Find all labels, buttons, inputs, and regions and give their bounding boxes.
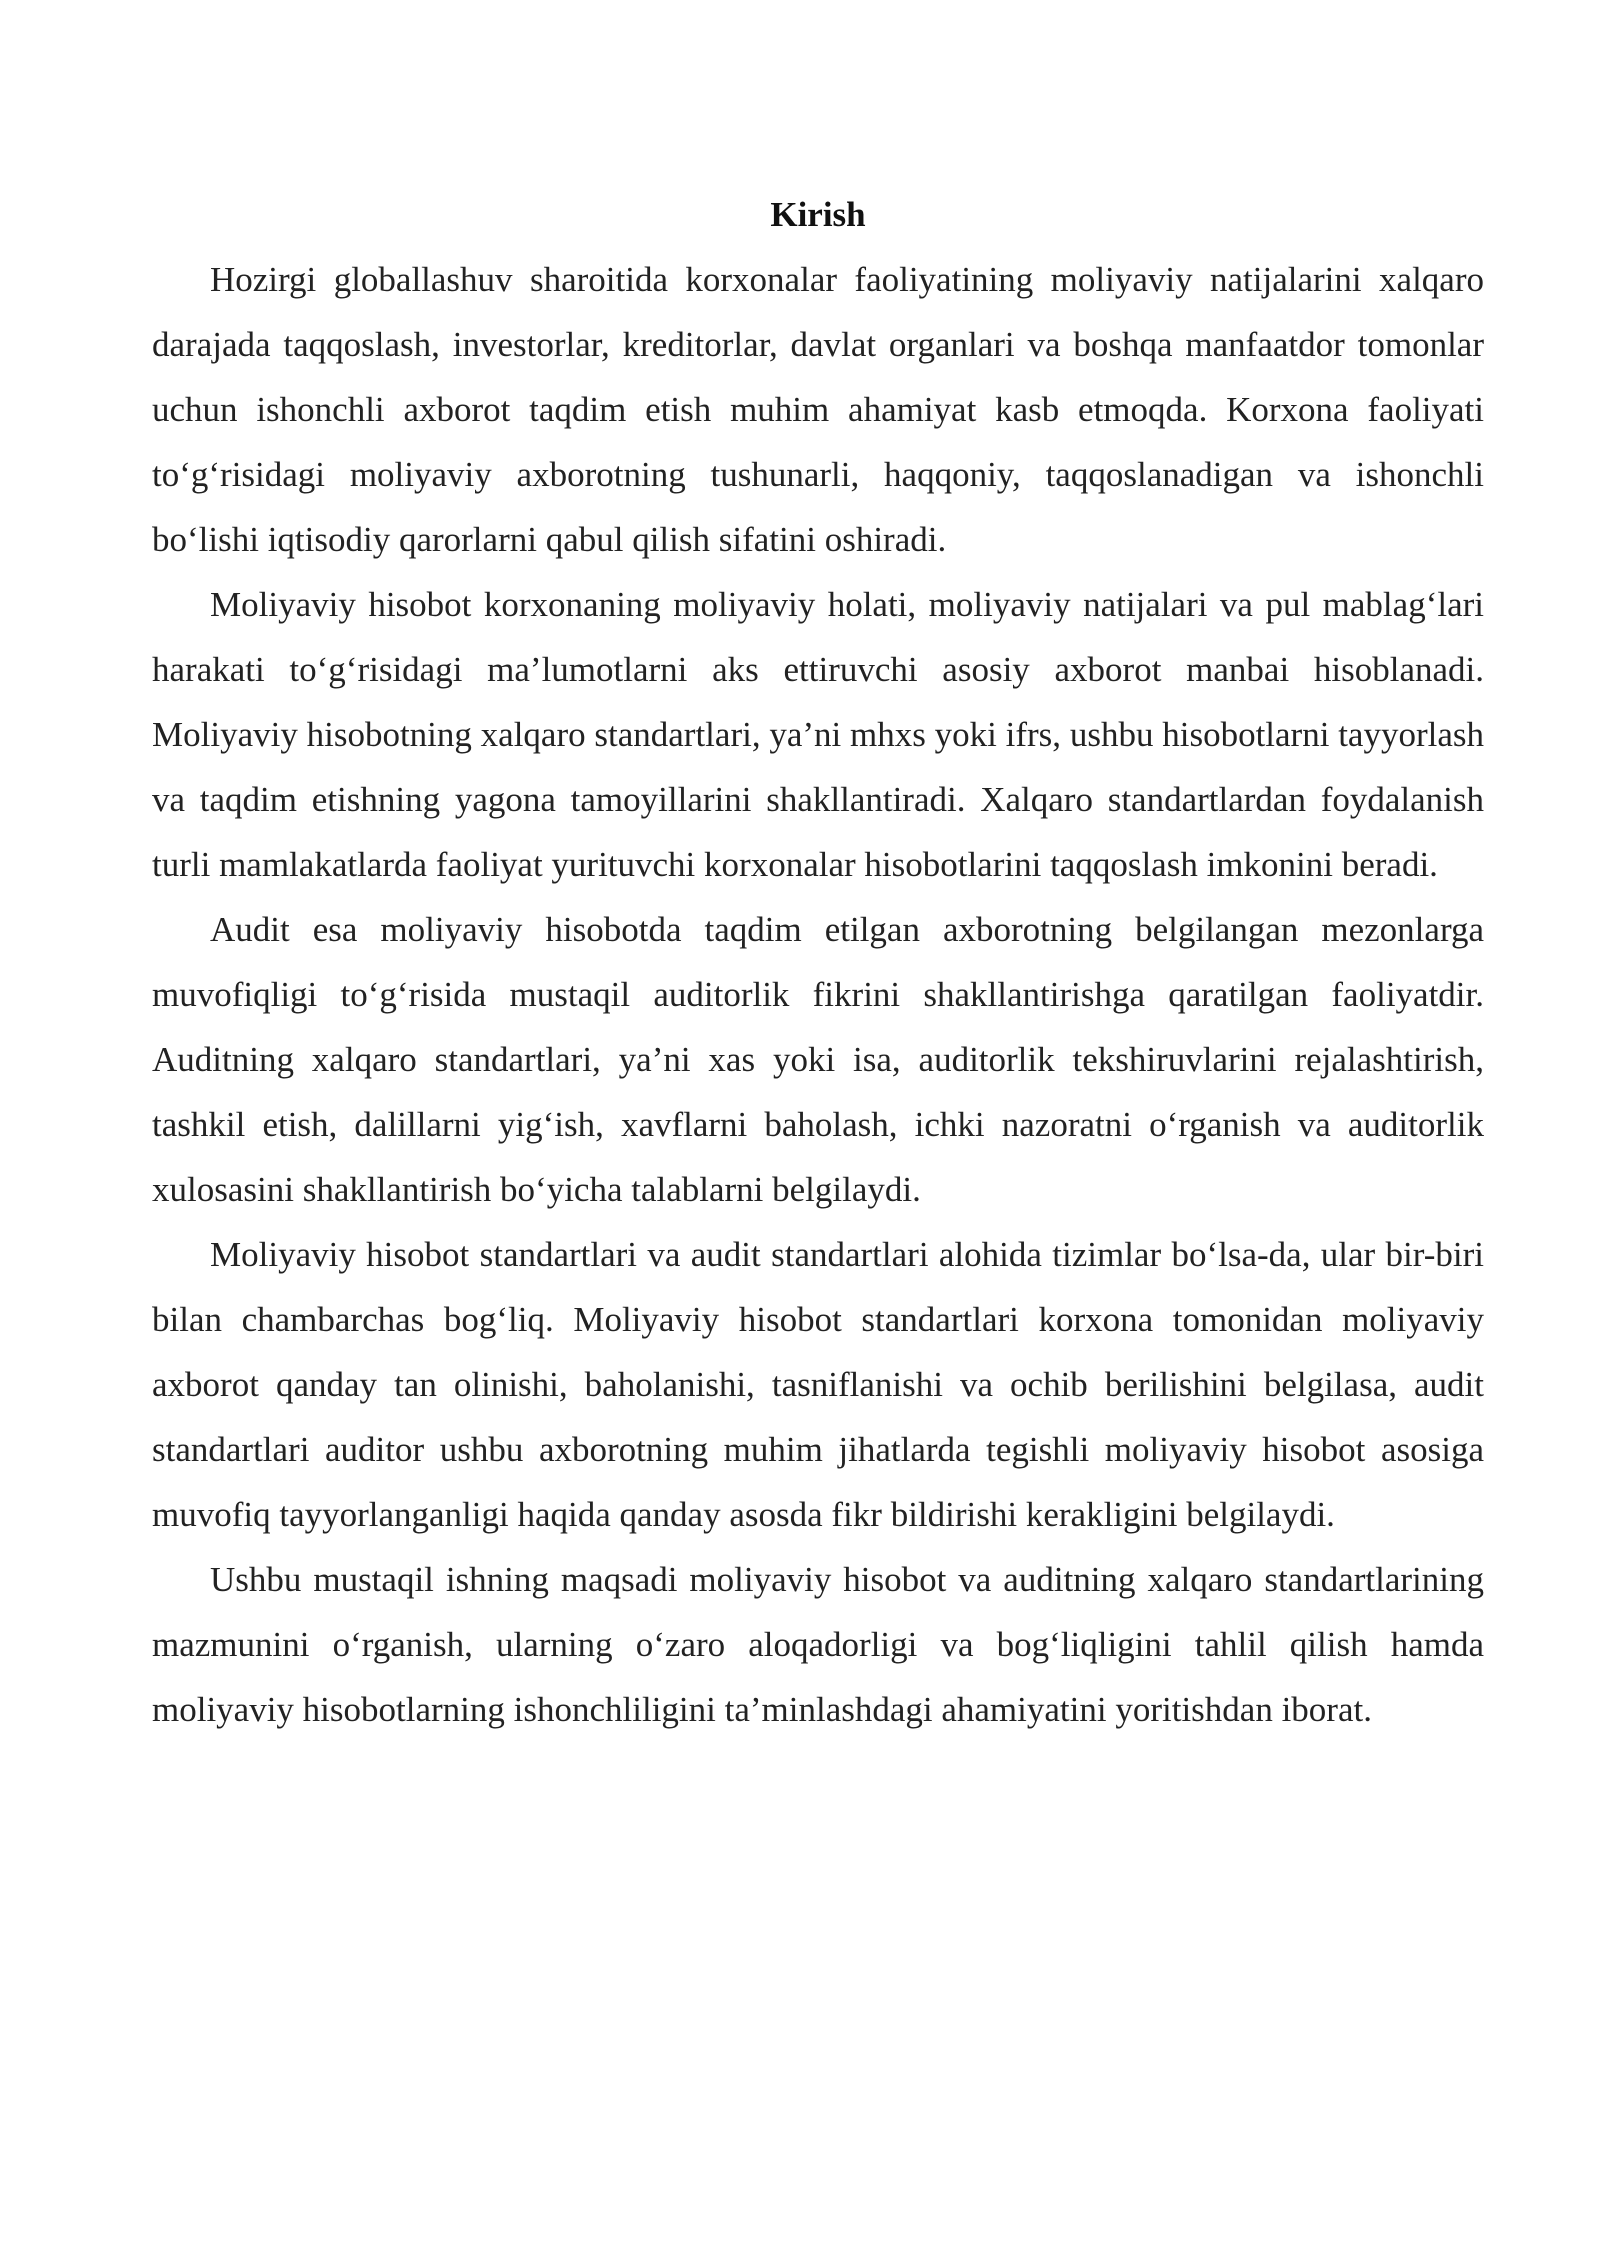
paragraph-2: Moliyaviy hisobot korxonaning moliyaviy holati, moliyaviy natijalari va pul mablag‘lari harakati to‘g‘risidagi ma’lumotlarni aks ettiruvchi asosiy axborot manbai hisoblanadi. Moliyaviy hisobotning xalqaro standartlari, ya’ni mhxs yoki ifrs, ushbu hisobotlarni tayyorlash va taqdim etishning yagona tamoyillarini shakllantiradi. Xalqaro standartlardan foydalanish turli mamlakatlarda faoliyat yurituvchi korxonalar hisobotlarini taqqoslash imkonini beradi. (152, 585, 1484, 884)
page-title: Kirish (770, 195, 866, 234)
paragraph-4: Moliyaviy hisobot standartlari va audit standartlari alohida tizimlar bo‘lsa-da, ular bir-biri bilan chambarchas bog‘liq. Moliyaviy hisobot standartlari korxona tomonidan moliyaviy axborot qanday tan olinishi, baholanishi, tasniflanishi va ochib berilishini belgilasa, audit standartlari auditor ushbu axborotning muhim jihatlarda tegishli moliyaviy hisobot asosiga muvofiq tayyorlanganligi haqida qanday asosda fikr bildirishi kerakligini belgilaydi. (152, 1235, 1484, 1534)
paragraph-1: Hozirgi globallashuv sharoitida korxonalar faoliyatining moliyaviy natijalarini xalqaro darajada taqqoslash, investorlar, kreditorlar, davlat organlari va boshqa manfaatdor tomonlar uchun ishonchli axborot taqdim etish muhim ahamiyat kasb etmoqda. Korxona faoliyati to‘g‘risidagi moliyaviy axborotning tushunarli, haqqoniy, taqqoslanadigan va ishonchli bo‘lishi iqtisodiy qarorlarni qabul qilish sifatini oshiradi. (152, 260, 1484, 559)
paragraph-5: Ushbu mustaqil ishning maqsadi moliyaviy hisobot va auditning xalqaro standartlarining mazmunini o‘rganish, ularning o‘zaro aloqadorligi va bog‘liqligini tahlil qilish hamda moliyaviy hisobotlarning ishonchliligini ta’minlashdagi ahamiyatini yoritishdan iborat. (152, 1560, 1484, 1729)
document-body (152, 190, 1484, 1742)
paragraph-3: Audit esa moliyaviy hisobotda taqdim etilgan axborotning belgilangan mezonlarga muvofiqligi to‘g‘risida mustaqil auditorlik fikrini shakllantirishga qaratilgan faoliyatdir. Auditning xalqaro standartlari, ya’ni xas yoki isa, auditorlik tekshiruvlarini rejalashtirish, tashkil etish, dalillarni yig‘ish, xavflarni baholash, ichki nazoratni o‘rganish va auditorlik xulosasini shakllantirish bo‘yicha talablarni belgilaydi. (152, 910, 1484, 1209)
